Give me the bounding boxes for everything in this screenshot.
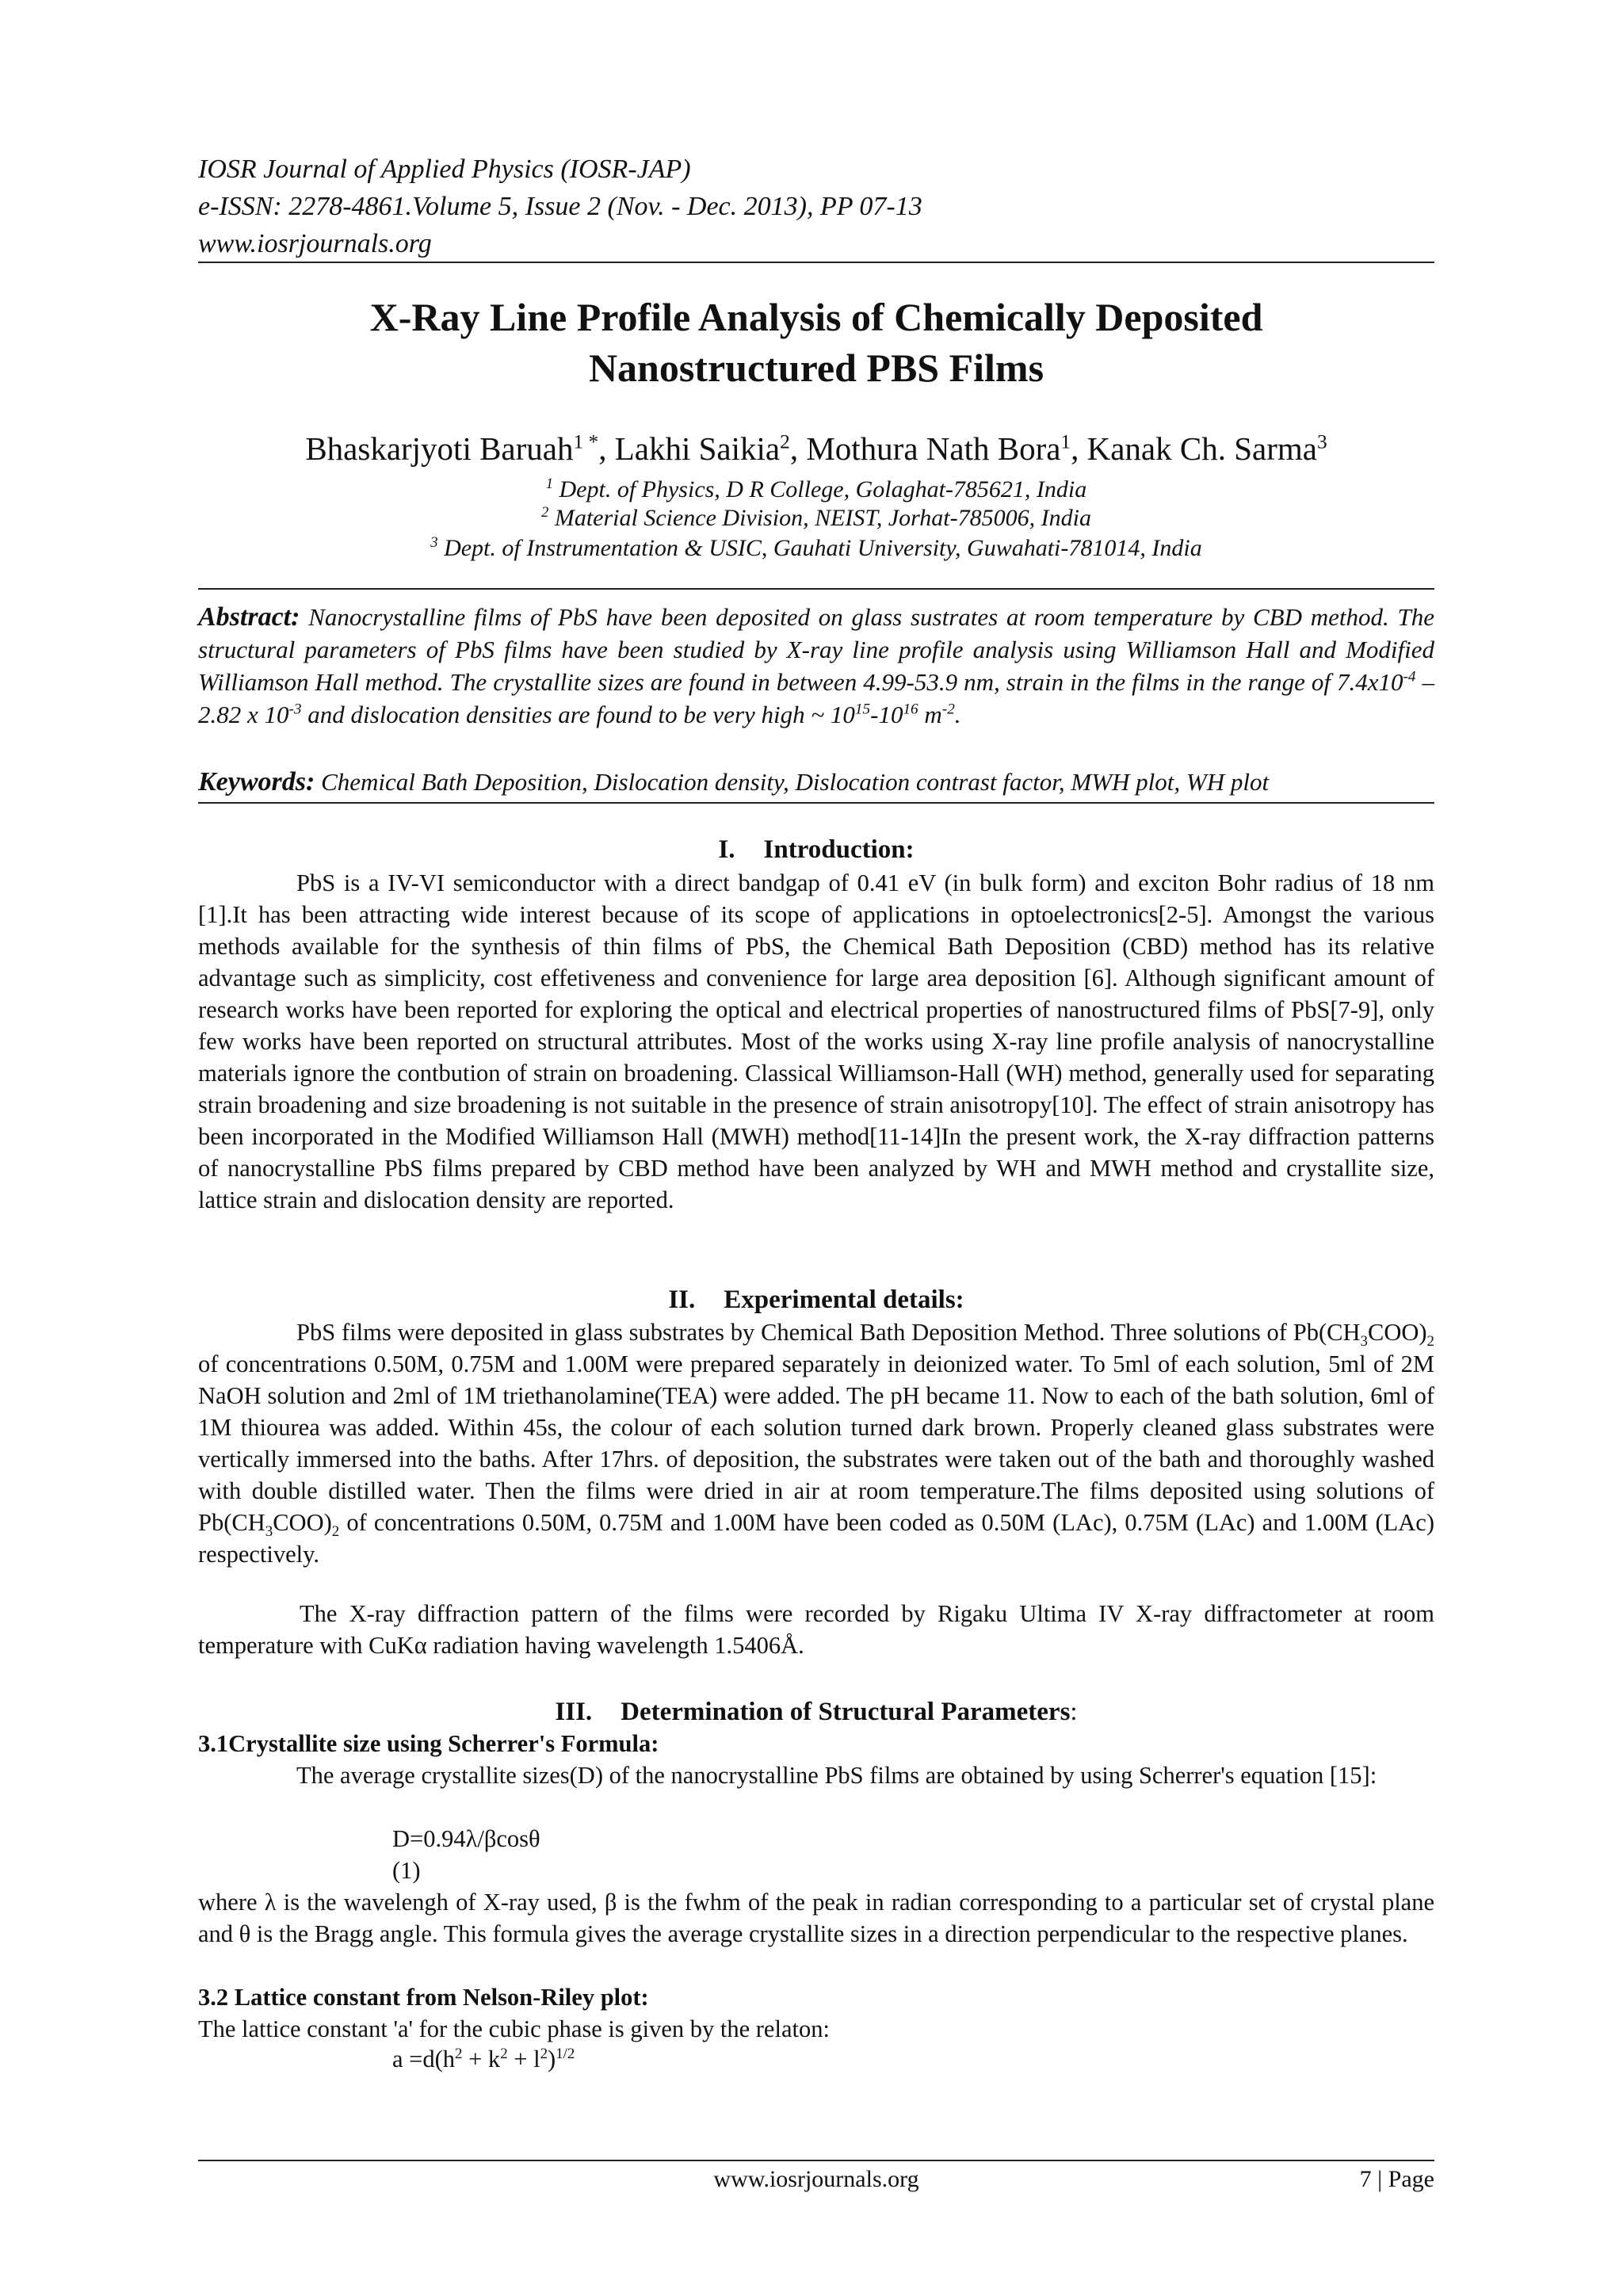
author-affil-mark: 3	[1316, 430, 1327, 453]
author-affil-mark: 2	[780, 430, 790, 453]
affiliation-1: $^1$ Dept. of Physics, D R College, Golaghat-785621, India	[545, 476, 1087, 502]
equation-scherrer: D=0.94λ/βcosθ	[392, 1825, 540, 1852]
author-list: Bhaskarjyoti Baruah$^{1 *}$, Lakhi Saikia$^2$, Mothura Nath Bora$^1$, Kanak Ch. Sarma$^3$	[305, 430, 1327, 467]
author-affil-mark: 1 *	[573, 430, 599, 453]
subsection-heading-scherrer: 3.1Crystallite size using Scherrer's Formula:	[198, 1730, 659, 1757]
page-number: 7 | Page	[1359, 2166, 1434, 2192]
section-heading-structural-parameters: III. Determination of Structural Parameters:	[555, 1698, 1078, 1726]
header-divider	[198, 262, 1434, 263]
lattice-constant-text: The lattice constant 'a' for the cubic phase is given by the relaton:	[198, 2015, 830, 2042]
author-name: Kanak Ch. Sarma	[1086, 430, 1317, 467]
keywords-text: Chemical Bath Deposition, Dislocation density, Dislocation contrast factor, MWH plot, WH plot	[321, 768, 1270, 796]
affiliation-3: $^3$ Dept. of Instrumentation & USIC, Gauhati University, Guwahati-781014, India	[430, 534, 1202, 561]
author-affil-mark: 1	[1060, 430, 1071, 453]
abstract: Abstract: Nanocrystalline films of PbS have been deposited on glass sustrates at room temperature by CBD method. The structural parameters of PbS films have been studied by X-ray line profile analysis using Williamson Hall and Modified Williamson Hall method. The crystallite sizes are found in between 4.99-53.9 nm, strain in the films in the range of $7.4x10^{-4} - 2.82$ x $10^{-3}$ and dislocation densities are found to be very high ~ $10^{15}-10^{16}$ $m^{-2}$.	[198, 602, 1435, 728]
paper-title	[198, 292, 1434, 393]
abstract-top-divider	[198, 588, 1434, 590]
keywords-label: Keywords:	[198, 767, 315, 797]
keywords-divider	[198, 802, 1434, 804]
equation-lattice-constant: $a =d(h^2 + k^2 + l^2)^{1/2}$	[392, 2045, 575, 2073]
affiliation-2: $^2$ Material Science Division, NEIST, Jorhat-785006, India	[541, 504, 1091, 531]
footer-website[interactable]: www.iosrjournals.org	[713, 2166, 919, 2192]
subsection-heading-nelson-riley: 3.2 Lattice constant from Nelson-Riley plot:	[198, 1984, 649, 2011]
journal-website[interactable]: www.iosrjournals.org	[198, 229, 432, 258]
author-name: Lakhi Saikia	[614, 430, 781, 467]
experimental-paragraph-2: The X-ray diffraction pattern of the films were recorded by Rigaku Ultima IV X-ray diffractometer at room temperature with CuKα radiation having wavelength 1.5406Å.	[198, 1600, 1434, 1659]
keywords	[198, 766, 1434, 798]
issn-line: e-ISSN: 2278-4861.Volume 5, Issue 2 (Nov. - Dec. 2013), PP 07-13	[198, 192, 922, 221]
title-line-2: Nanostructured PBS Films	[588, 346, 1044, 390]
author-name: Bhaskarjyoti Baruah	[305, 430, 574, 467]
journal-header	[198, 151, 1434, 262]
section-heading-experimental: II. Experimental details:	[668, 1286, 964, 1314]
introduction-paragraph: PbS is a IV-VI semiconductor with a direct bandgap of 0.41 eV (in bulk form) and exciton Bohr radius of 18 nm [1].It has been attracting wide interest because of its scope of applications in optoelectronics[2-5]. Amongst the various methods available for the synthesis of thin films of PbS, the Chemical Bath Deposition (CBD) method has its relative advantage such as simplicity, cost effetiveness and convenience for large area deposition [6]. Although significant amount of research works have been reported for exploring the optical and electrical properties of nanostructured films of PbS[7-9], only few works have been reported on structural attributes. Most of the works using X-ray line profile analysis of nanocrystalline materials ignore the contbution of strain on broadening. Classical Williamson-Hall (WH) method, generally used for separating strain broadening and size broadening is not suitable in the presence of strain anisotropy[10]. The effect of strain anisotropy has been incorporated in the Modified Williamson Hall (MWH) method[11-14]In the present work, the X-ray diffraction patterns of nanocrystalline PbS films prepared by CBD method have been analyzed by WH and MWH method and crystallite size, lattice strain and dislocation density are reported.	[198, 869, 1434, 1213]
author-name: Mothura Nath Bora	[806, 430, 1061, 467]
scherrer-paragraph: The average crystallite sizes(D) of the nanocrystalline PbS films are obtained by using Scherrer's equation [15]:	[296, 1762, 1377, 1789]
footer-divider	[198, 2160, 1434, 2161]
experimental-paragraph-1: PbS films were deposited in glass substrates by Chemical Bath Deposition Method. Three solutions of $Pb(CH_3COO)_2$ of concentrations 0.50M, 0.75M and 1.00M were prepared separately in deionized water. To 5ml of each solution, 5ml of 2M NaOH solution and 2ml of 1M triethanolamine(TEA) were added. The pH became 11. Now to each of the bath solution, 6ml of 1M thiourea was added. Within 45s, the colour of each solution turned dark brown. Properly cleaned glass substrates were vertically immersed into the baths. After 17hrs. of deposition, the substrates were taken out of the bath and thoroughly washed with double distilled water. Then the films were dried in air at room temperature.The films deposited using solutions of $Pb(CH_3COO)_2$ of concentrations 0.50M, 0.75M and 1.00M have been coded as 0.50M (LAc), 0.75M (LAc) and 1.00M (LAc) respectively.	[198, 1319, 1434, 1568]
journal-name: IOSR Journal of Applied Physics (IOSR-JAP)	[198, 155, 691, 184]
abstract-label: Abstract:	[198, 602, 300, 632]
equation-number-1: (1)	[392, 1857, 421, 1884]
scherrer-explanation: where λ is the wavelengh of X-ray used, β is the fwhm of the peak in radian corresponding to a particular set of crystal plane and θ is the Bragg angle. This formula gives the average crystallite sizes in a direction perpendicular to the respective planes.	[198, 1889, 1434, 1947]
section-heading-introduction: I. Introduction:	[718, 835, 915, 864]
title-line-1: X-Ray Line Profile Analysis of Chemically Deposited	[369, 295, 1263, 339]
